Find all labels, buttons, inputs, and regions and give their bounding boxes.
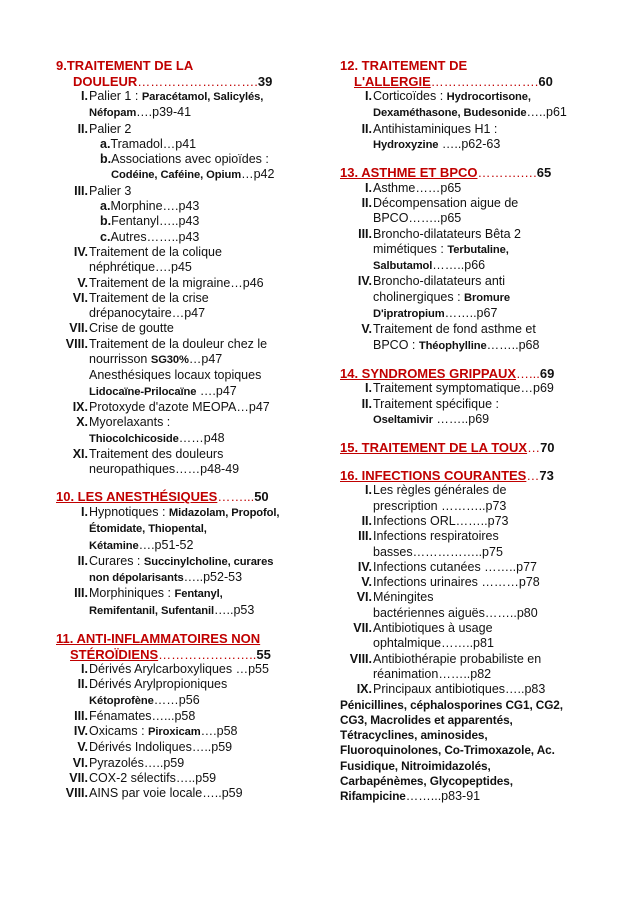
section-title[interactable]: 16. INFECTIONS COURANTES…73: [340, 467, 554, 483]
toc-item[interactable]: VIII. AINS par voie locale…..p59: [65, 786, 243, 801]
toc-section-11: [56, 631, 308, 802]
toc-item[interactable]: VII. Antibiotiques à usage ophtalmique……..p81: [353, 621, 494, 651]
toc-subitem[interactable]: a.Tramadol…p41: [100, 136, 197, 151]
toc-subitem-continuation: Codéine, Caféine, Opium…p42: [111, 167, 275, 182]
toc-subitem[interactable]: c.Autres……..p43: [100, 229, 200, 244]
toc-item[interactable]: IV. Traitement de la colique néphrétique….p45: [73, 244, 222, 275]
toc-item[interactable]: VII. COX-2 sélectifs…..p59: [69, 771, 217, 786]
section-title[interactable]: 13. ASTHME ET BPCO……….….65: [340, 165, 552, 181]
toc-section-10: [56, 489, 308, 619]
toc-section-15: [340, 440, 605, 456]
toc-item[interactable]: V. Dérivés Indoliques…..p59: [77, 740, 233, 755]
toc-item[interactable]: IX. Protoxyde d'azote MEOPA…p47: [72, 399, 270, 414]
toc-subitem[interactable]: b.Associations avec opioïdes :: [100, 152, 269, 167]
toc-item[interactable]: II. Décompensation aigue de BPCO……..p65: [361, 195, 519, 226]
toc-item[interactable]: III. Morphiniques : Fentanyl, Remifentanil, Sufentanil…..p53: [74, 586, 255, 617]
toc-item[interactable]: III. Fénamates…...p58: [74, 708, 196, 723]
section-title[interactable]: 10. LES ANESTHÉSIQUES……...50: [56, 489, 269, 505]
toc-item[interactable]: II. Curares : Succinylcholine, curares non dépolarisants…..p52-53: [77, 553, 274, 585]
section-title[interactable]: 9.TRAITEMENT DE LA DOULEUR……………………….39: [56, 58, 273, 89]
toc-item[interactable]: VIII. Antibiothérapie probabiliste en réanimation……..p82: [349, 651, 542, 681]
toc-right-column: [340, 58, 605, 817]
toc-subitem[interactable]: a.Morphine….p43: [100, 199, 200, 214]
toc-item[interactable]: I. Hypnotiques : Midazolam, Propofol, Étomidate, Thiopental, Kétamine….p51-52: [81, 504, 280, 552]
toc-section-16: [340, 468, 605, 805]
toc-item[interactable]: III. Palier 3: [74, 183, 132, 198]
toc-item[interactable]: I. Traitement symptomatique…p69: [365, 381, 554, 396]
toc-item[interactable]: IV. Infections cutanées ……..p77: [357, 559, 537, 574]
toc-left-column: [56, 58, 308, 814]
toc-section-9: [56, 58, 308, 477]
toc-item[interactable]: III. Infections respiratoires basses……………..p75: [358, 529, 503, 559]
toc-item[interactable]: V. Traitement de la migraine…p46: [77, 275, 264, 290]
toc-subitem[interactable]: b.Fentanyl…..p43: [100, 214, 200, 229]
toc-item[interactable]: VIII. Traitement de la douleur chez le nourrisson SG30%…p47 Anesthésiques locaux topiques Lidocaïne-Prilocaïne ….p47: [65, 336, 268, 398]
section-title[interactable]: 15. TRAITEMENT DE LA TOUX…70: [340, 440, 555, 456]
section-title[interactable]: 12. TRAITEMENT DE L'ALLERGIE…………………….60: [340, 58, 553, 89]
toc-section-13: [340, 165, 605, 354]
toc-section-14: [340, 366, 605, 428]
toc-item[interactable]: VI. Méningites bactériennes aiguës……..p80: [356, 590, 538, 620]
toc-item[interactable]: V. Traitement de fond asthme et BPCO : Théophylline……..p68: [361, 322, 540, 352]
toc-item[interactable]: V. Infections urinaires ………p78: [361, 575, 540, 590]
section-title[interactable]: 11. ANTI-INFLAMMATOIRES NON STÉROÏDIENS…………………..55: [56, 631, 271, 662]
toc-item[interactable]: I. Corticoïdes : Hydrocortisone, Dexaméthasone, Budesonide…..p61: [365, 89, 567, 120]
toc-item[interactable]: VI. Traitement de la crise drépanocytaire…p47: [72, 290, 209, 321]
toc-item[interactable]: IV. Broncho-dilatateurs anti cholinergiques : Bromure D'ipratropium……..p67: [357, 274, 510, 321]
toc-item[interactable]: II. Dérivés Arylpropioniques Kétoprofène……p56: [77, 677, 228, 707]
section-title[interactable]: 14. SYNDROMES GRIPPAUX…...69: [340, 365, 555, 381]
toc-item[interactable]: I. Dérivés Arylcarboxyliques …p55: [81, 662, 269, 676]
antibiotic-class-list: Pénicillines, céphalosporines CG1, CG2, CG3, Macrolides et apparentés, Tétracyclines, aminosides, Fluoroquinolones, Co-Trimoxazole, Ac. Fusidique, Nitroimidazolés, Carbapénèmes, Glycopeptides, Rifampicine……...p83-91: [340, 697, 563, 804]
toc-item[interactable]: VI. Pyrazolés…..p59: [72, 755, 185, 770]
toc-item[interactable]: VII. Crise de goutte: [69, 321, 174, 336]
toc-item[interactable]: I. Palier 1 : Paracétamol, Salicylés, Néfopam….p39-41: [81, 89, 264, 120]
toc-item[interactable]: II. Palier 2: [77, 121, 132, 136]
toc-section-12: [340, 58, 605, 153]
toc-item[interactable]: XI. Traitement des douleurs neuropathiques……p48-49: [72, 446, 240, 477]
toc-item[interactable]: X. Myorelaxants : Thiocolchicoside……p48: [76, 415, 225, 445]
toc-item[interactable]: II. Infections ORL……..p73: [361, 513, 509, 528]
toc-item[interactable]: II. Traitement spécifique : Oseltamivir ……..p69: [361, 396, 499, 427]
toc-item[interactable]: I. Asthme……p65: [365, 180, 462, 195]
toc-item[interactable]: III. Broncho-dilatateurs Bêta 2 mimétiques : Terbutaline, Salbutamol……..p66: [358, 226, 522, 273]
toc-item[interactable]: IX. Principaux antibiotiques…..p83: [356, 682, 546, 697]
toc-item[interactable]: IV. Oxicams : Piroxicam….p58: [73, 724, 238, 739]
toc-item[interactable]: II. Antihistaminiques H1 : Hydroxyzine …..p62-63: [361, 121, 501, 151]
toc-item[interactable]: I. Les règles générales de prescription ………..p73: [365, 483, 507, 513]
